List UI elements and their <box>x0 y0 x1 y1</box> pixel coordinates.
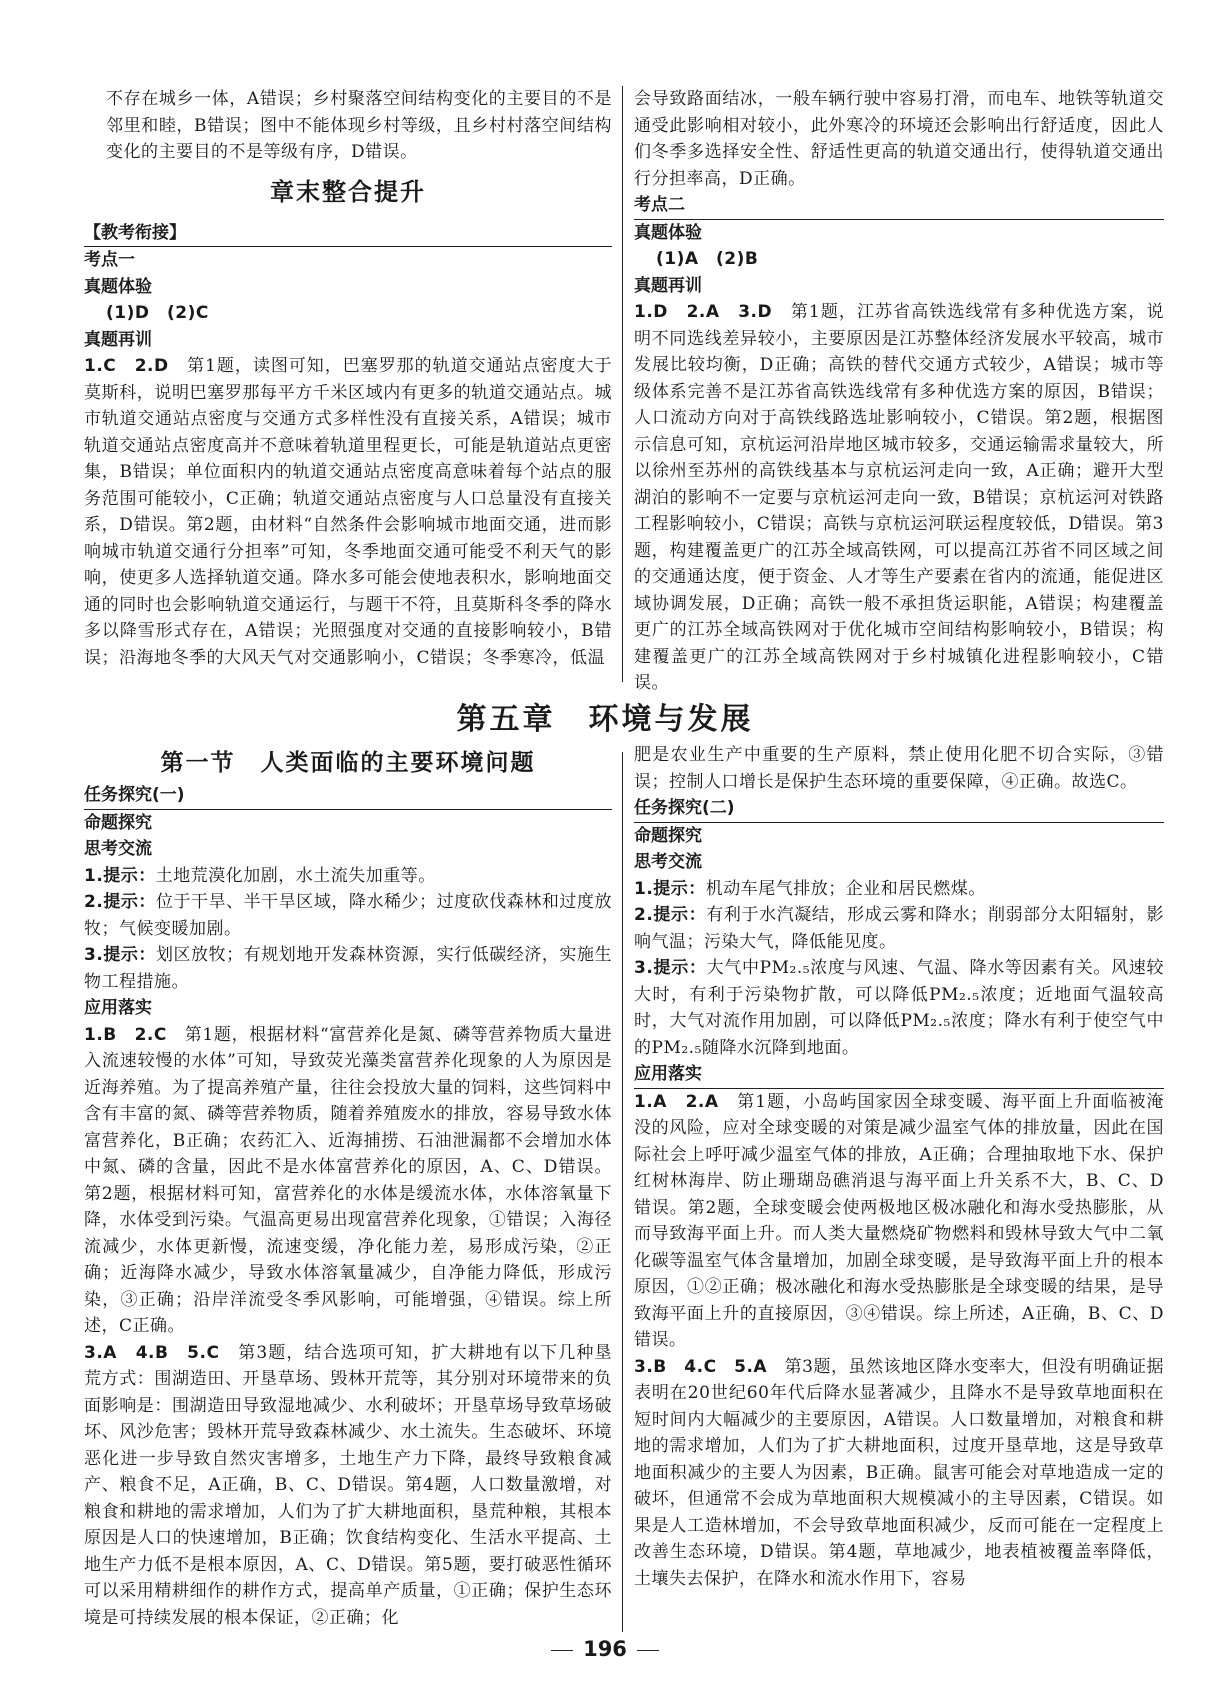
hint-number: 2. <box>634 905 654 925</box>
zhenti-zaixun-heading: 真题再训 <box>84 329 152 350</box>
zhenti-tiyan-heading: 真题体验 <box>84 276 152 297</box>
chapter-summary-title: 章末整合提升 <box>270 177 426 206</box>
answers-line: (1)A (2)B <box>656 249 759 269</box>
column-divider <box>622 752 623 1632</box>
question-block <box>634 1354 1164 1593</box>
tag-heading: 【教考衔接】 <box>84 220 612 248</box>
hint-item <box>634 955 1164 1061</box>
task-heading: 任务探究(二) <box>634 795 1164 823</box>
hint-item <box>84 863 612 890</box>
task-heading: 任务探究(一) <box>84 782 612 810</box>
question-explanation: 第3题，虽然该地区降水变率大，但没有明确证据表明在20世纪60年代后降水显著减少，且降水不是导致草地面积在短时间内大幅减少的主要原因，A错误。人口数量增加，对粮食和耕地的需求增加，人们为了扩大耕地面积，过度开垦草地，这是导致草地面积减少的主要人为因素，B正确。鼠害可能会对草地造成一定的破坏，但通常不会成为草地面积大规模减小的主导因素，C错误。如果是人工造林增加，不会导致草地面积减少，反而可能在一定程度上改善生态环境，D错误。第4题，草地减少，地表植被覆盖率降低，土壤失去保护，在降水和流水作用下，容易 <box>634 1356 1164 1589</box>
continued-text: 不存在城乡一体，A错误；乡村聚落空间结构变化的主要目的不是邻里和睦，B错误；图中不能体现乡村等级，且乡村村落空间结构变化的主要目的不是等级有序，D错误。 <box>106 89 612 162</box>
zhenti-zaixun-heading: 真题再训 <box>634 275 702 296</box>
hint-text: 土地荒漠化加剧，水土流失加重等。 <box>155 865 436 886</box>
question-numbers: 1.D 2.A 3.D <box>634 302 773 322</box>
hint-item <box>634 902 1164 955</box>
page-number: 196 <box>583 1637 627 1661</box>
hint-text: 机动车尾气排放；企业和居民燃煤。 <box>705 878 986 899</box>
right-column <box>634 86 1164 697</box>
hint-number: 1. <box>634 878 654 899</box>
right-column-lower <box>634 742 1164 1592</box>
page-number-footer <box>0 1637 1210 1661</box>
hint-label: 提示： <box>103 865 156 886</box>
yingyong-heading: 应用落实 <box>84 998 152 1018</box>
question-explanation: 第1题，根据材料“富营养化是氮、磷等营养物质大量进入流速较慢的水体”可知，导致荧光藻类富营养化现象的人为原因是近海养殖。为了提高养殖产量，往往会投放大量的饲料，这些饲料中含有丰富的氮、磷等营养物质，随着养殖废水的排放，容易导致水体富营养化，B正确；农药汇入、近海捕捞、石油泄漏都不会增加水体中氮、磷的含量，因此不是水体富营养化的原因，A、C、D错误。第2题，根据材料可知，富营养化的水体是缓流水体，水体溶氧量下降，水体受到污染。气温高更易出现富营养化现象，①错误；入海径流减少，水体更新慢，流速变缓，净化能力差，易形成污染，②正确；近海降水减少，导致水体溶氧量减少，自净能力降低，形成污染，③正确；沿岸洋流受冬季风影响，可能增强，④错误。综上所述，C正确。 <box>84 1024 612 1336</box>
kaodian-2-heading: 考点二 <box>634 192 1164 220</box>
kaodian-1-heading: 考点一 <box>84 250 135 270</box>
continued-text: 肥是农业生产中重要的生产原料，禁止使用化肥不切合实际，③错误；控制人口增长是保护生态环境的重要保障，④正确。故选C。 <box>634 745 1164 792</box>
question-explanation: 第1题，小岛屿国家因全球变暖、海平面上升面临被淹没的风险，应对全球变暖的对策是减少温室气体的排放量，因此在国际社会上呼吁减少温室气体的排放，A正确；合理抽取地下水、保护红树林海岸、防止珊瑚岛礁消退与海平面上升关系不大，B、C、D错误。第2题，全球变暖会使两极地区极冰融化和海水受热膨胀，从而导致海平面上升。而人类大量燃烧矿物燃料和毁林导致大气中二氧化碳等温室气体含量增加，加剧全球变暖，是导致海平面上升的根本原因，①②正确；极冰融化和海水受热膨胀是全球变暖的结果，是导致海平面上升的直接原因，③④错误。综上所述，A正确，B、C、D错误。 <box>634 1091 1165 1350</box>
question-explanation: 第3题，结合选项可知，扩大耕地有以下几种垦荒方式：围湖造田、开垦草场、毁林开荒等，其分别对环境带来的负面影响是：围湖造田导致湿地减少、水利破坏；开垦草场导致草场破坏、风沙危害；毁林开荒导致森林减少、水土流失。生态破坏、环境恶化进一步导致自然灾害增多，土地生产力下降，最终导致粮食减产、粮食不足，A正确，B、C、D错误。第4题，人口数量激增，对粮食和耕地的需求增加，人们为了扩大耕地面积，垦荒种粮，其根本原因是人口的快速增加，B正确；饮食结构变化、生活水平提高、土地生产力低不是根本原因，A、C、D错误。第5题，要打破恶性循环可以采用精耕细作的耕作方式，提高单产质量，①正确；保护生态环境是可持续发展的根本保证，②正确；化 <box>84 1342 612 1628</box>
hint-number: 2. <box>84 892 104 912</box>
question-numbers: 3.A 4.B 5.C <box>84 1342 220 1363</box>
question-numbers: 1.C 2.D <box>84 356 169 376</box>
question-explanation: 第1题，江苏省高铁选线常有多种优选方案，说明不同选线差异较小，主要原因是江苏整体经济发展水平较高，城市发展比较均衡，D正确；高铁的替代交通方式较少，A错误；城市等级体系完善不是江苏省高铁选线常有多种优选方案的原因，B错误；人口流动方向对于高铁线路选址影响较小，C错误。第2题，根据图示信息可知，京杭运河沿岸地区城市较多，交通运输需求量较大，所以徐州至苏州的高铁线基本与京杭运河走向一致，A正确；避开大型湖泊的影响不一定要与京杭运河走向一致，B错误；京杭运河对铁路工程影响较小，C错误；高铁与京杭运河联运程度较低，D错误。第3题，构建覆盖更广的江苏全域高铁网，可以提高江苏省不同区域之间的交通通达度，便于资金、人才等生产要素在省内的流通，能促进区域协调发展，D正确；高铁一般不承担货运职能，A错误；构建覆盖更广的江苏全域高铁网对于优化城市空间结构影响较小，B错误；构建覆盖更广的江苏全域高铁网对于乡村城镇化进程影响较小，C错误。 <box>634 302 1164 693</box>
hint-label: 提示： <box>653 958 707 978</box>
question-block <box>84 1340 612 1632</box>
section-title: 第一节 人类面临的主要环境问题 <box>160 750 536 776</box>
hint-label: 提示： <box>103 945 156 965</box>
hint-item <box>84 889 612 942</box>
hint-label: 提示： <box>103 892 156 912</box>
question-numbers: 1.A 2.A <box>634 1091 719 1112</box>
continued-text: 会导致路面结冰，一般车辆行驶中容易打滑，而电车、地铁等轨道交通受此影响相对较小，此外寒冷的环境还会影响出行舒适度，因此人们冬季多选择安全性、舒适性更高的轨道交通出行，使得轨道交通出行分担率高，D正确。 <box>634 89 1164 189</box>
question-block <box>634 1089 1164 1354</box>
question-numbers: 1.B 2.C <box>84 1024 167 1045</box>
zhenti-tiyan-heading: 真题体验 <box>634 222 702 243</box>
mingti-heading: 命题探究 <box>634 825 702 846</box>
hint-item <box>84 942 612 995</box>
hint-number: 3. <box>84 945 104 965</box>
chapter-title: 第五章 环境与发展 <box>456 702 754 737</box>
left-column-lower <box>84 742 612 1631</box>
dash-left <box>551 1650 573 1651</box>
hint-text: 划区放牧；有规划地开发森林资源，实行低碳经济，实施生物工程措施。 <box>84 945 613 992</box>
sikao-heading: 思考交流 <box>84 839 152 859</box>
hint-label: 提示： <box>653 878 706 899</box>
hint-text: 位于干旱、半干旱区域，降水稀少；过度砍伐森林和过度放牧；气候变暖加剧。 <box>84 892 613 939</box>
left-column <box>84 86 612 671</box>
hint-number: 3. <box>634 958 654 978</box>
hint-item <box>634 876 1164 903</box>
dash-right <box>637 1650 659 1651</box>
question-block <box>634 299 1164 697</box>
question-numbers: 3.B 4.C 5.A <box>634 1356 768 1377</box>
hint-number: 1. <box>84 865 104 886</box>
mingti-heading: 命题探究 <box>84 812 152 833</box>
question-block <box>84 1022 612 1340</box>
sikao-heading: 思考交流 <box>634 852 702 872</box>
question-block <box>84 353 612 671</box>
column-divider <box>622 86 623 682</box>
answers-line: (1)D (2)C <box>106 303 209 323</box>
yingyong-heading: 应用落实 <box>634 1061 1164 1089</box>
hint-text: 有利于水汽凝结，形成云雾和降水；削弱部分太阳辐射，影响气温；污染大气，降低能见度。 <box>634 905 1165 952</box>
hint-label: 提示： <box>653 905 707 925</box>
hint-text: 大气中PM₂.₅浓度与风速、气温、降水等因素有关。风速较大时，有利于污染物扩散，可以降低PM₂.₅浓度；近地面气温较高时，大气对流作用加剧，可以降低PM₂.₅浓度；降水有利于使空气中的PM₂.₅随降水沉降到地面。 <box>634 958 1164 1058</box>
question-explanation: 第1题，读图可知，巴塞罗那的轨道交通站点密度大于莫斯科，说明巴塞罗那每平方千米区域内有更多的轨道交通站点。城市轨道交通站点密度与交通方式多样性没有直接关系，A错误；城市轨道交通站点密度高并不意味着轨道里程更长，可能是轨道站点更密集，B错误；单位面积内的轨道交通站点密度高意味着每个站点的服务范围可能较小，C正确；轨道交通站点密度与人口总量没有直接关系，D错误。第2题，由材料“自然条件会影响城市地面交通，进而影响城市轨道交通行分担率”可知，冬季地面交通可能受不利天气的影响，使更多人选择轨道交通。降水多可能会使地表积水，影响地面交通的同时也会影响轨道交通运行，与题干不符，且莫斯科冬季的降水多以降雪形式存在，A错误；光照强度对交通的直接影响较小，B错误；沿海地冬季的大风天气对交通影响小，C错误；冬季寒冷，低温 <box>84 356 612 668</box>
